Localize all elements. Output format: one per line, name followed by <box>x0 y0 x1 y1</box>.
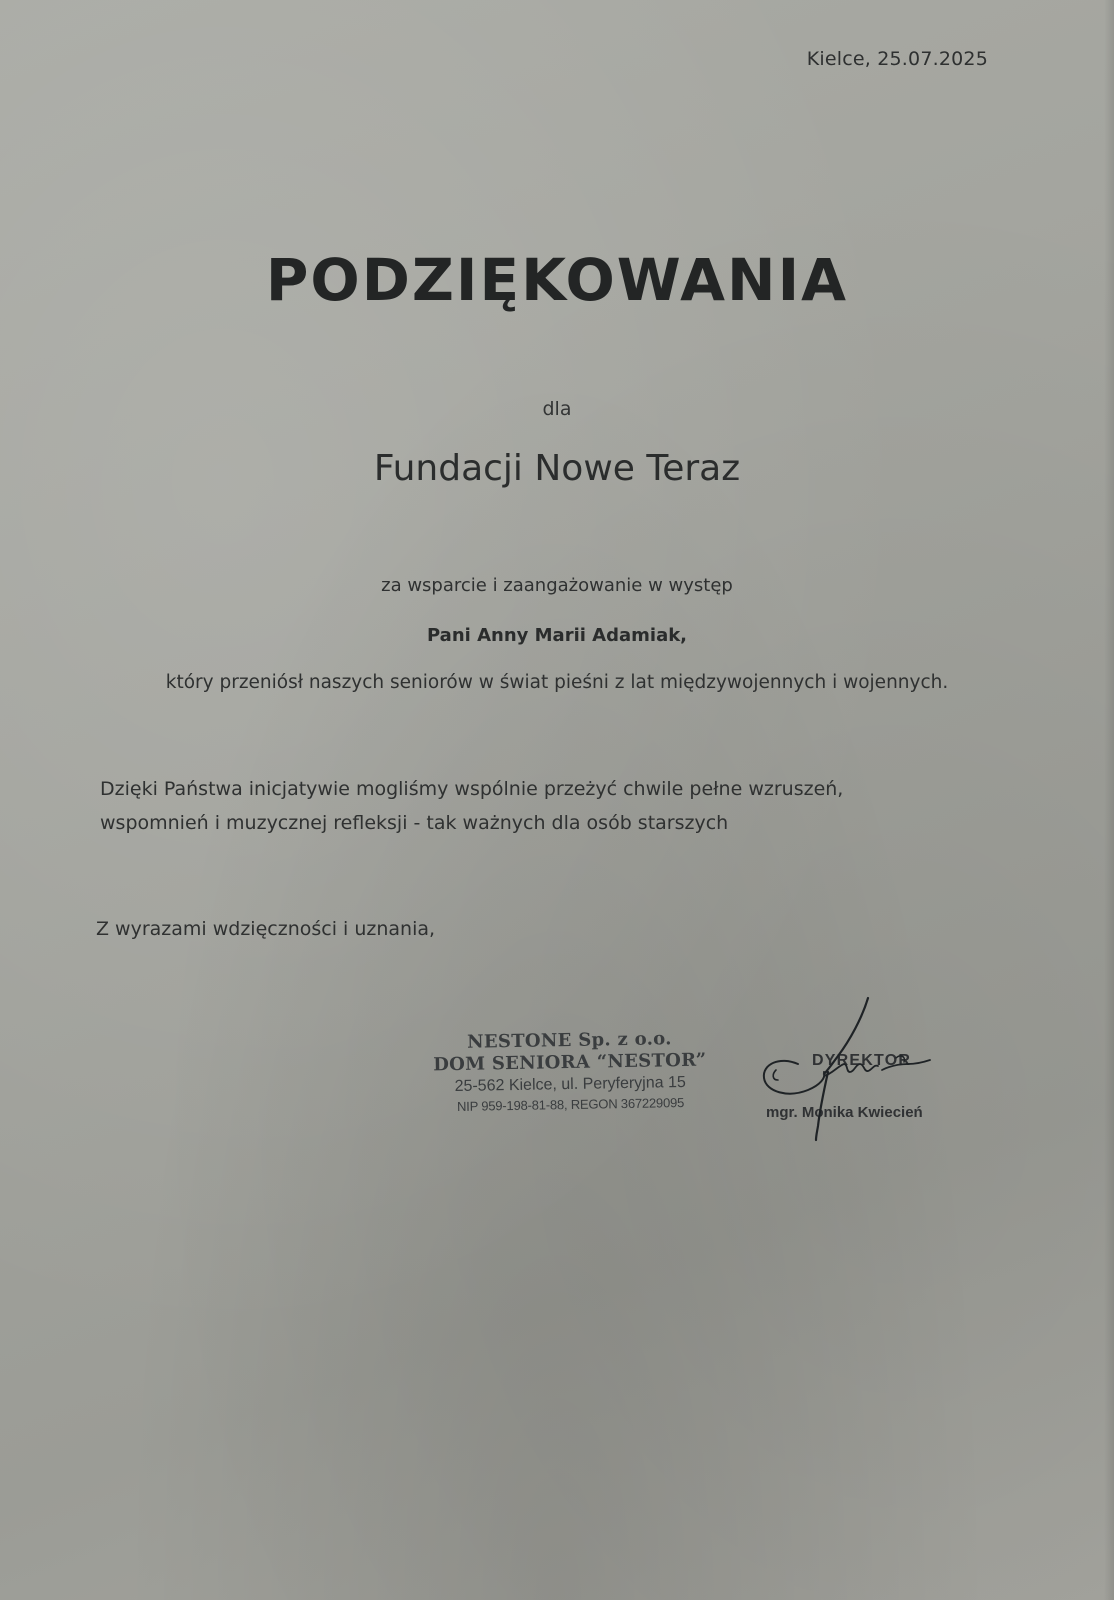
paper-edge-shadow <box>1104 0 1114 1600</box>
stamp-company: NESTONE Sp. z o.o. <box>466 1028 672 1053</box>
document-title: PODZIĘKOWANIA <box>265 246 849 314</box>
director-name: mgr. Monika Kwiecień <box>766 1104 923 1121</box>
paragraph-line: wspomnień i muzycznej refleksji - tak ważnych dla osób starszych <box>100 812 729 834</box>
company-stamp <box>419 1027 720 1116</box>
closing-line: Z wyrazami wdzięczności i uznania, <box>96 918 436 940</box>
stamp-address: 25-562 Kielce, ul. Peryferyjna 15 <box>454 1073 686 1096</box>
stamp-tax-ids: NIP 959-198-81-88, REGON 367229095 <box>456 1095 685 1114</box>
document-date: Kielce, 25.07.2025 <box>806 48 988 70</box>
gratitude-paragraph <box>100 772 1000 840</box>
support-line: za wsparcie i zaangażowanie w występ <box>381 575 733 596</box>
performer-name: Pani Anny Marii Adamiak, <box>426 625 688 646</box>
stamp-facility-name: DOM SENIORA “NESTOR” <box>433 1049 707 1076</box>
for-label: dla <box>542 398 572 420</box>
director-title: DYREKTOR <box>812 1052 912 1069</box>
songs-line: który przeniósł naszych seniorów w świat pieśni z lat międzywojennych i wojennych. <box>165 672 949 693</box>
handwritten-signature <box>758 994 958 1154</box>
recipient-name: Fundacji Nowe Teraz <box>373 448 741 489</box>
paragraph-line: Dzięki Państwa inicjatywie mogliśmy wspólnie przeżyć chwile pełne wzruszeń, <box>100 778 844 800</box>
